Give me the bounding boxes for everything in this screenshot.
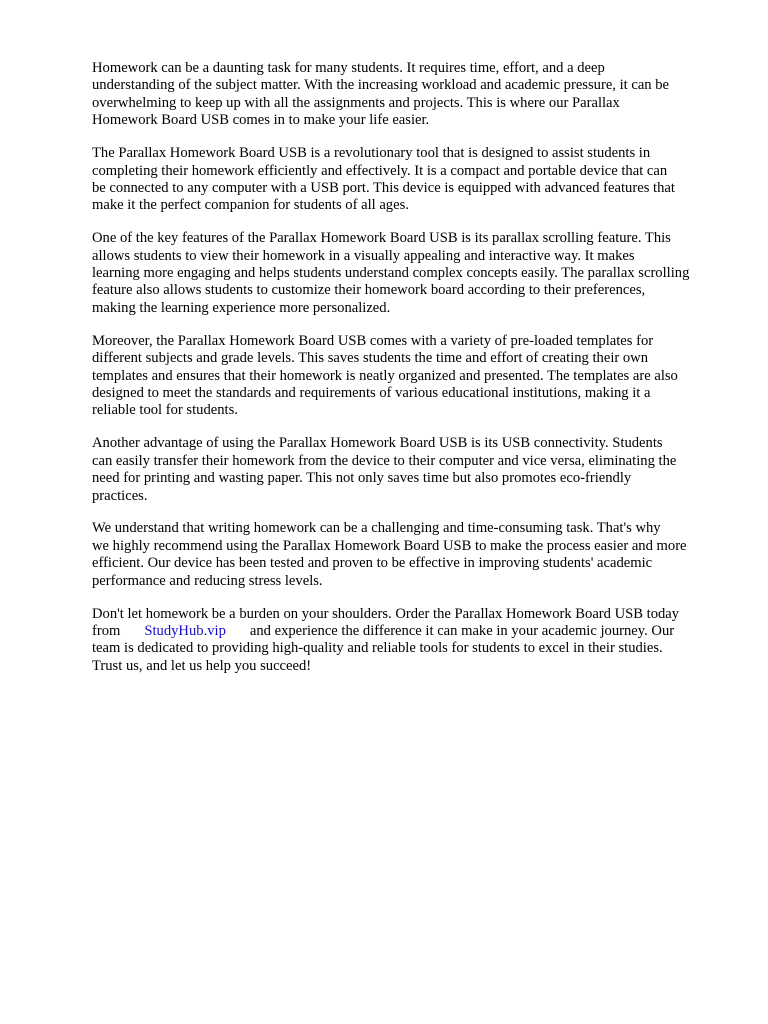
text-line: be connected to any computer with a USB port. This device is equipped with advanced features that	[92, 179, 675, 196]
text-line: need for printing and wasting paper. This not only saves time but also promotes eco-friendly	[92, 470, 632, 487]
text-line: performance and reducing stress levels.	[92, 572, 323, 589]
text-line: we highly recommend using the Parallax Homework Board USB to make the process easier and more	[92, 537, 687, 554]
text-line: practices.	[92, 487, 148, 504]
text-line: Homework can be a daunting task for many students. It requires time, effort, and a deep	[92, 60, 605, 76]
text-fragment-from: from	[92, 622, 121, 639]
text-line-with-link	[92, 623, 732, 640]
text-line: templates and ensures that their homework is neatly organized and presented. The templates are also	[92, 367, 678, 384]
text-line: team is dedicated to providing high-quality and reliable tools for students to excel in their studies.	[92, 640, 663, 657]
text-line: Trust us, and let us help you succeed!	[92, 657, 312, 674]
paragraph-usb-connectivity	[92, 435, 732, 505]
text-line: designed to meet the standards and requirements of various educational institutions, making it a	[92, 385, 651, 401]
text-line: Don't let homework be a burden on your shoulders. Order the Parallax Homework Board USB today	[92, 605, 680, 622]
text-line: learning more engaging and helps students understand complex concepts easily. The parallax scrolling	[92, 265, 690, 282]
text-fragment-after-link: and experience the difference it can make in your academic journey. Our	[249, 622, 675, 639]
paragraph-templates	[92, 333, 732, 420]
paragraph-recommendation	[92, 520, 732, 590]
text-line: efficient. Our device has been tested and proven to be effective in improving students' academic	[92, 555, 653, 572]
paragraph-intro	[92, 60, 732, 130]
document-body	[92, 60, 732, 691]
paragraph-call-to-action	[92, 606, 732, 676]
text-line: We understand that writing homework can be a challenging and time-consuming task. That's why	[92, 520, 661, 537]
paragraph-product-overview	[92, 145, 732, 215]
text-line: Homework Board USB comes in to make your life easier.	[92, 112, 430, 129]
text-line: make it the perfect companion for students of all ages.	[92, 197, 409, 214]
paragraph-parallax-feature	[92, 230, 732, 317]
text-line: making the learning experience more personalized.	[92, 299, 391, 316]
text-line: reliable tool for students.	[92, 402, 238, 419]
studyhub-link[interactable]: StudyHub.vip	[144, 622, 226, 639]
text-line: Another advantage of using the Parallax Homework Board USB is its USB connectivity. Students	[92, 435, 663, 452]
text-line: feature also allows students to customize their homework board according to their preferences,	[92, 282, 646, 299]
text-line: completing their homework efficiently and effectively. It is a compact and portable device that can	[92, 162, 668, 179]
text-line: allows students to view their homework in a visually appealing and interactive way. It makes	[92, 247, 635, 264]
text-line: overwhelming to keep up with all the assignments and projects. This is where our Parallax	[92, 94, 620, 111]
text-line: can easily transfer their homework from the device to their computer and vice versa, eliminating the	[92, 452, 677, 469]
text-line: The Parallax Homework Board USB is a revolutionary tool that is designed to assist students in	[92, 145, 651, 162]
text-line: understanding of the subject matter. With the increasing workload and academic pressure, it can be	[92, 77, 670, 94]
text-line: One of the key features of the Parallax Homework Board USB is its parallax scrolling feature. This	[92, 230, 671, 247]
text-line: different subjects and grade levels. This saves students the time and effort of creating their own	[92, 350, 649, 367]
text-line: Moreover, the Parallax Homework Board USB comes with a variety of pre-loaded templates for	[92, 332, 654, 349]
